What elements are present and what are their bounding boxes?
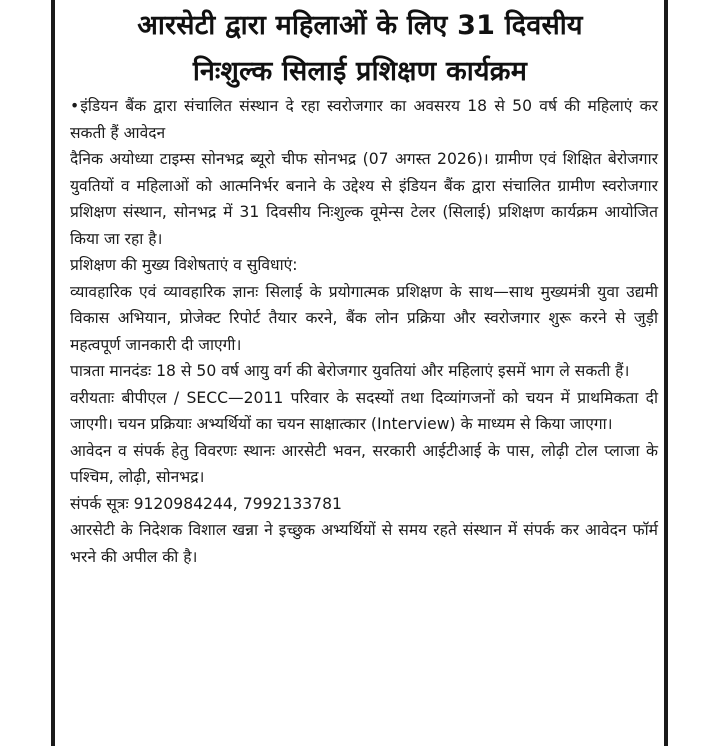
paragraph-application-details: आवेदन व संपर्क हेतु विवरणः स्थानः आरसेटी भवन, सरकारी आईटीआई के पास, लोढ़ी टोल प्लाजा के पश्चिम, लोढ़ी, सोनभद्र। [70, 441, 658, 486]
article-body [70, 93, 658, 570]
paragraph-practical-knowledge: व्यावहारिक एवं व्यावहारिक ज्ञानः सिलाई के प्रयोगात्मक प्रशिक्षण के साथ—साथ मुख्यमंत्री युवा उद्यमी विकास अभियान, प्रोजेक्ट रिपोर्ट तैयार करने, बैंक लोन प्रक्रिया और स्वरोजगार शुरू करने से जुड़ी महत्वपूर्ण जानकारी दी जाएगी। [70, 282, 658, 354]
paragraph-preference: वरीयताः बीपीएल / SECC—2011 परिवार के सदस्यों तथा दिव्यांगजनों को चयन में प्राथमिकता दी जाएगी। चयन प्रक्रियाः अभ्यर्थियों का चयन साक्षात्कार (Interview) के माध्यम से किया जाएगा। [70, 388, 658, 433]
bullet-icon: • [70, 97, 80, 115]
headline-line-1: आरसेटी द्वारा महिलाओं के लिए 31 दिवसीय [137, 10, 583, 41]
paragraph-contact-numbers: संपर्क सूत्रः 9120984244, 7992133781 [70, 494, 342, 513]
subheading [70, 93, 658, 146]
paragraph-eligibility: पात्रता मानदंडः 18 से 50 वर्ष आयु वर्ग की बेरोजगार युवतियां और महिलाएं इसमें भाग ले सकती हैं। [70, 362, 630, 380]
headline-line-2: निःशुल्क सिलाई प्रशिक्षण कार्यक्रम [192, 56, 528, 87]
subheading-text: इंडियन बैंक द्वारा संचालित संस्थान दे रहा स्वरोजगार का अवसरय 18 से 50 वर्ष की महिलाएं कर सकती हैं आवेदन [70, 97, 658, 142]
paragraph-director-appeal: आरसेटी के निदेशक विशाल खन्ना ने इच्छुक अभ्यर्थियों से समय रहते संस्थान में संपर्क कर आवेदन फॉर्म भरने की अपील की है। [70, 521, 658, 566]
paragraph-intro: दैनिक अयोध्या टाइम्स सोनभद्र ब्यूरो चीफ सोनभद्र (07 अगस्त 2026)। ग्रामीण एवं शिक्षित बेरोजगार युवतियों व महिलाओं को आत्मनिर्भर बनाने के उद्देश्य से इंडियन बैंक द्वारा संचालित ग्रामीण स्वरोजगार प्रशिक्षण संस्थान, सोनभद्र में 31 दिवसीय निःशुल्क वूमेन्स टेलर (सिलाई) प्रशिक्षण कार्यक्रम आयोजित किया जा रहा है। [70, 150, 658, 248]
paragraph-features-heading: प्रशिक्षण की मुख्य विशेषताएं व सुविधाएं: [70, 256, 298, 274]
